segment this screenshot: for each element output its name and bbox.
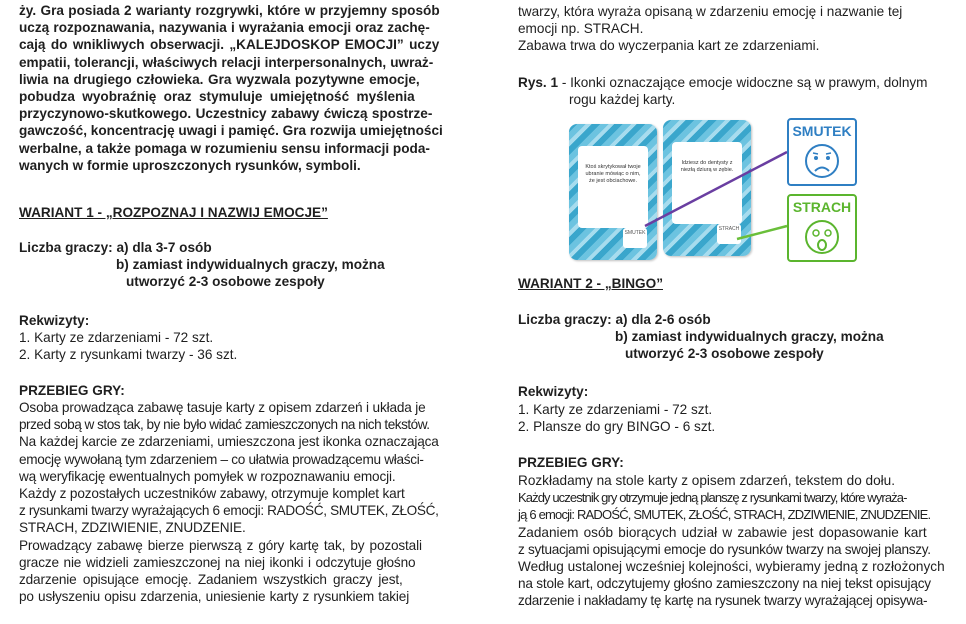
course-line: Rozkładamy na stole karty z opisem zdarzeń, tekstem do dołu.: [518, 473, 896, 488]
course-line: po usłyszeniu opisu zdarzenia, uniesienie karty z rysunkiem takiej: [19, 589, 410, 605]
course-line: zdarzenie i nakładamy tę kartę na rysunek twarzy wyrażającej opisywa-: [518, 593, 928, 609]
props-item: 1. Karty ze zdarzeniami - 72 szt.: [518, 402, 713, 417]
intro-line: wanych w formie uproszczonych rysunków, symboli.: [19, 157, 361, 173]
intro-paragraph: [19, 2, 456, 174]
card-emotion-tag: STRACH: [717, 224, 741, 244]
props-title: Rekwizyty:: [518, 384, 589, 399]
props-item: 2. Plansze do gry BINGO - 6 szt.: [518, 419, 716, 435]
props-list: [19, 329, 237, 363]
intro-line: przyczynowo-skutkowego. Uczestnicy zabawy ćwiczą spostrze-: [19, 106, 433, 122]
intro-line: cają do wnikliwych obserwacji. „KALEJDOSKOP EMOCJI” uczy: [19, 37, 440, 53]
variant2-title: WARIANT 2 - „BINGO”: [518, 276, 663, 291]
intro-line: liwia na drugiego człowieka. Gra wyzwala pozytywne emocje,: [19, 71, 420, 87]
course-line: zdarzenie opisujące emocję. Zadaniem wszystkich graczy jest,: [19, 572, 403, 588]
course-line: Na każdej karcie ze zdarzeniami, umieszczona jest ikonka oznaczająca: [19, 434, 439, 450]
course-title: PRZEBIEG GRY:: [19, 383, 125, 398]
course-line: Według ustalonej wcześniej kolejności, wybieramy jedną z rozłożonych: [518, 559, 945, 575]
course-line: Osoba prowadząca zabawę tasuje karty z opisem zdarzeń i układa je: [19, 400, 426, 415]
sad-face-icon: [802, 141, 842, 181]
course-paragraph: [518, 472, 945, 610]
figure-illustration: [565, 118, 863, 268]
caption-line: [518, 74, 928, 91]
players-line: utworzyć 2-3 osobowe zespoły: [126, 274, 325, 290]
emotion-icon-strach: [787, 194, 857, 262]
course-line: Każdy z pozostałych uczestników zabawy, otrzymuje komplet kart: [19, 486, 405, 502]
course-title: PRZEBIEG GRY:: [518, 455, 624, 470]
emotion-label: SMUTEK: [792, 123, 852, 139]
players-block: [518, 311, 884, 363]
intro-line: uczą rozpoznawania, nazywania i wyrażania emocji oraz zachę-: [19, 20, 430, 36]
players-line: Liczba graczy: a) dla 3-7 osób: [19, 240, 212, 255]
props-list: [518, 401, 715, 435]
course-line: ją 6 emocji: RADOŚĆ, SMUTEK, ZŁOŚĆ, STRACH, ZDZIWIENIE, ZNUDZENIE.: [518, 507, 931, 523]
course-line: Każdy uczestnik gry otrzymuje jedną planszę z rysunkami twarzy, które wyraża-: [518, 490, 907, 506]
intro-line: pobudza wyobraźnię oraz stymuluje umiejętność myślenia: [19, 89, 415, 105]
course-line: Prowadzący zabawę bierze pierwszą z góry kartę tak, by pozostali: [19, 537, 422, 553]
course-paragraph: [19, 399, 439, 605]
players-line: utworzyć 2-3 osobowe zespoły: [625, 346, 824, 362]
figure-caption: [518, 74, 928, 108]
intro-line: werbalne, a także pomaga w rozumieniu sensu informacji poda-: [19, 140, 430, 156]
course-line: z sytuacjami opisującymi emocje do rysunków twarzy na swojej planszy.: [518, 541, 931, 557]
intro-line: gawczość, koncentrację uwagi i pamięć. Gra rozwija umiejętności: [19, 123, 443, 139]
variant1-title: WARIANT 1 - „ROZPOZNAJ I NAZWIJ EMOCJE”: [19, 205, 328, 220]
card-text: Ktoś skrytykował twoje ubranie mówiąc o nim, że jest obciachowe.: [578, 146, 648, 228]
figure-label: Rys. 1: [518, 75, 559, 90]
caption-line: rogu każdej karty.: [569, 92, 676, 108]
card-text: Idziesz do dentysty z niezłą dziurą w zębie.: [672, 142, 742, 224]
props-title: Rekwizyty:: [19, 313, 90, 328]
text-line: emocji np. STRACH.: [518, 21, 644, 37]
course-line: emocję wywołaną tym zdarzeniem – co ułatwia prowadzącemu właści-: [19, 451, 424, 467]
players-line: Liczba graczy: a) dla 2-6 osób: [518, 312, 711, 327]
arrow-strach: [737, 226, 787, 239]
card-emotion-tag: SMUTEK: [623, 228, 647, 248]
course-line: z rysunkami twarzy wyrażających 6 emocji: RADOŚĆ, SMUTEK, ZŁOŚĆ,: [19, 503, 439, 519]
players-line: b) zamiast indywidualnych graczy, można: [615, 329, 884, 345]
scared-face-icon: [802, 217, 842, 257]
players-line: b) zamiast indywidualnych graczy, można: [116, 257, 385, 273]
course-line: przed sobą w stos tak, by nie było widać zamieszczonych na nich tekstów.: [19, 417, 430, 433]
players-block: [19, 239, 385, 291]
right-top-paragraph: [518, 3, 902, 55]
props-item: 2. Karty z rysunkami twarzy - 36 szt.: [19, 347, 238, 363]
emotion-icon-smutek: [787, 118, 857, 186]
course-line: gracze nie widzieli zamieszczonej na niej ikonki i odczytuje głośno: [19, 554, 416, 570]
course-line: STRACH, ZDZIWIENIE, ZNUDZENIE.: [19, 520, 246, 536]
emotion-label: STRACH: [792, 199, 852, 215]
text-line: Zabawa trwa do wyczerpania kart ze zdarzeniami.: [518, 38, 820, 54]
intro-line: ży. Gra posiada 2 warianty rozgrywki, które w przyjemny sposób: [19, 3, 440, 18]
arrow-smutek: [645, 152, 787, 226]
course-line: Zadaniem osób biorących udział w zabawie jest dopasowanie kart: [518, 524, 927, 540]
course-line: wą weryfikację ewentualnych pomyłek w rozpoznawaniu emocji.: [19, 468, 396, 484]
props-item: 1. Karty ze zdarzeniami - 72 szt.: [19, 330, 214, 345]
text-line: twarzy, która wyraża opisaną w zdarzeniu emocję i nazwanie tej: [518, 4, 903, 19]
course-line: na stole kart, odczytujemy głośno zamieszczony na niej tekst opisujący: [518, 576, 931, 592]
caption-text: - Ikonki oznaczające emocje widoczne są w prawym, dolnym: [558, 75, 928, 90]
intro-line: empatii, tolerancji, właściwych relacji interpersonalnych, uwraż-: [19, 54, 434, 70]
